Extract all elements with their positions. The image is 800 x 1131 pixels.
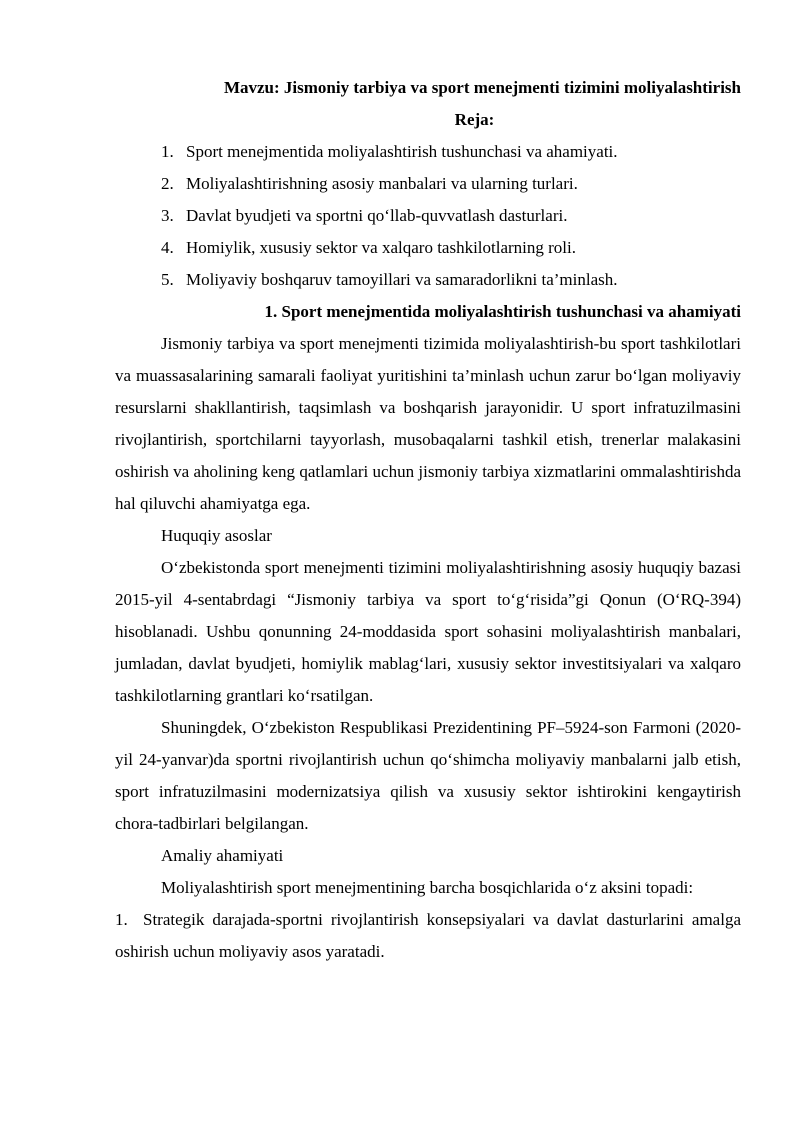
practical-importance-paragraph: Moliyalashtirish sport menejmentining barcha bosqichlarida o‘z aksini topadi: [161, 878, 694, 897]
numbered-point [115, 904, 741, 968]
numbered-point-number: 1. [115, 910, 128, 929]
practical-importance-subheading: Amaliy ahamiyati [161, 846, 284, 865]
plan-item [161, 136, 741, 168]
plan-item [161, 264, 741, 296]
plan-item-text: Moliyalashtirishning asosiy manbalari va ularning turlari. [186, 174, 578, 193]
plan-item [161, 232, 741, 264]
legal-basis-paragraph: O‘zbekistonda sport menejmenti tizimini moliyalashtirishning asosiy huquqiy bazasi 2015-yil 4-sentabrdagi “Jismoniy tarbiya va sport to‘g‘risida”gi Qonun (O‘RQ-394) hisoblanadi. Ushbu qonunning 24-moddasida sport sohasini moliyalashtirish manbalari, jumladan, davlat byudjeti, homiylik mablag‘lari, xususiy sektor investitsiyalari va xalqaro tashkilotlarning grantlari ko‘rsatilgan. [115, 558, 741, 705]
plan-item-number: 3. [161, 206, 174, 225]
document-page [115, 72, 741, 968]
plan-item-number: 1. [161, 142, 174, 161]
plan-heading: Reja: [454, 110, 495, 129]
decree-paragraph: Shuningdek, O‘zbekiston Respublikasi Prezidentining PF–5924-son Farmoni (2020-yil 24-yanvar)da sportni rivojlantirish uchun qo‘shimcha moliyaviy manbalarni jalb etish, sport infratuzilmasini modernizatsiya qilish va xususiy sektor ishtirokini kengaytirish chora-tadbirlari belgilangan. [115, 718, 741, 833]
legal-basis-subheading: Huquqiy asoslar [161, 526, 272, 545]
document-title: Mavzu: Jismoniy tarbiya va sport menejmenti tizimini moliyalashtirish [223, 78, 741, 97]
plan-item-text: Moliyaviy boshqaruv tamoyillari va samaradorlikni ta’minlash. [186, 270, 618, 289]
plan-item [161, 168, 741, 200]
plan-item-number: 4. [161, 238, 174, 257]
plan-item-number: 2. [161, 174, 174, 193]
plan-item-text: Homiylik, xususiy sektor va xalqaro tashkilotlarning roli. [186, 238, 577, 257]
plan-item-text: Davlat byudjeti va sportni qo‘llab-quvvatlash dasturlari. [186, 206, 568, 225]
plan-item-text: Sport menejmentida moliyalashtirish tushunchasi va ahamiyati. [186, 142, 618, 161]
plan-item [161, 200, 741, 232]
intro-paragraph: Jismoniy tarbiya va sport menejmenti tizimida moliyalashtirish-bu sport tashkilotlari va muassasalarining samarali faoliyat yuritishini ta’minlash uchun zarur bo‘lgan moliyaviy resurslarni shakllantirish, taqsimlash va boshqarish jarayonidir. U sport infratuzilmasini rivojlantirish, sportchilarni tayyorlash, musobaqalarni tashkil etish, trenerlar malakasini oshirish va aholining keng qatlamlari uchun jismoniy tarbiya xizmatlarini ommalashtirishda hal qiluvchi ahamiyatga ega. [115, 334, 741, 513]
plan-list [115, 136, 741, 296]
numbered-point-text: Strategik darajada-sportni rivojlantirish konsepsiyalari va davlat dasturlarini amalga oshirish uchun moliyaviy asos yaratadi. [115, 910, 741, 961]
section-heading: 1. Sport menejmentida moliyalashtirish tushunchasi va ahamiyati [264, 302, 741, 321]
plan-item-number: 5. [161, 270, 174, 289]
